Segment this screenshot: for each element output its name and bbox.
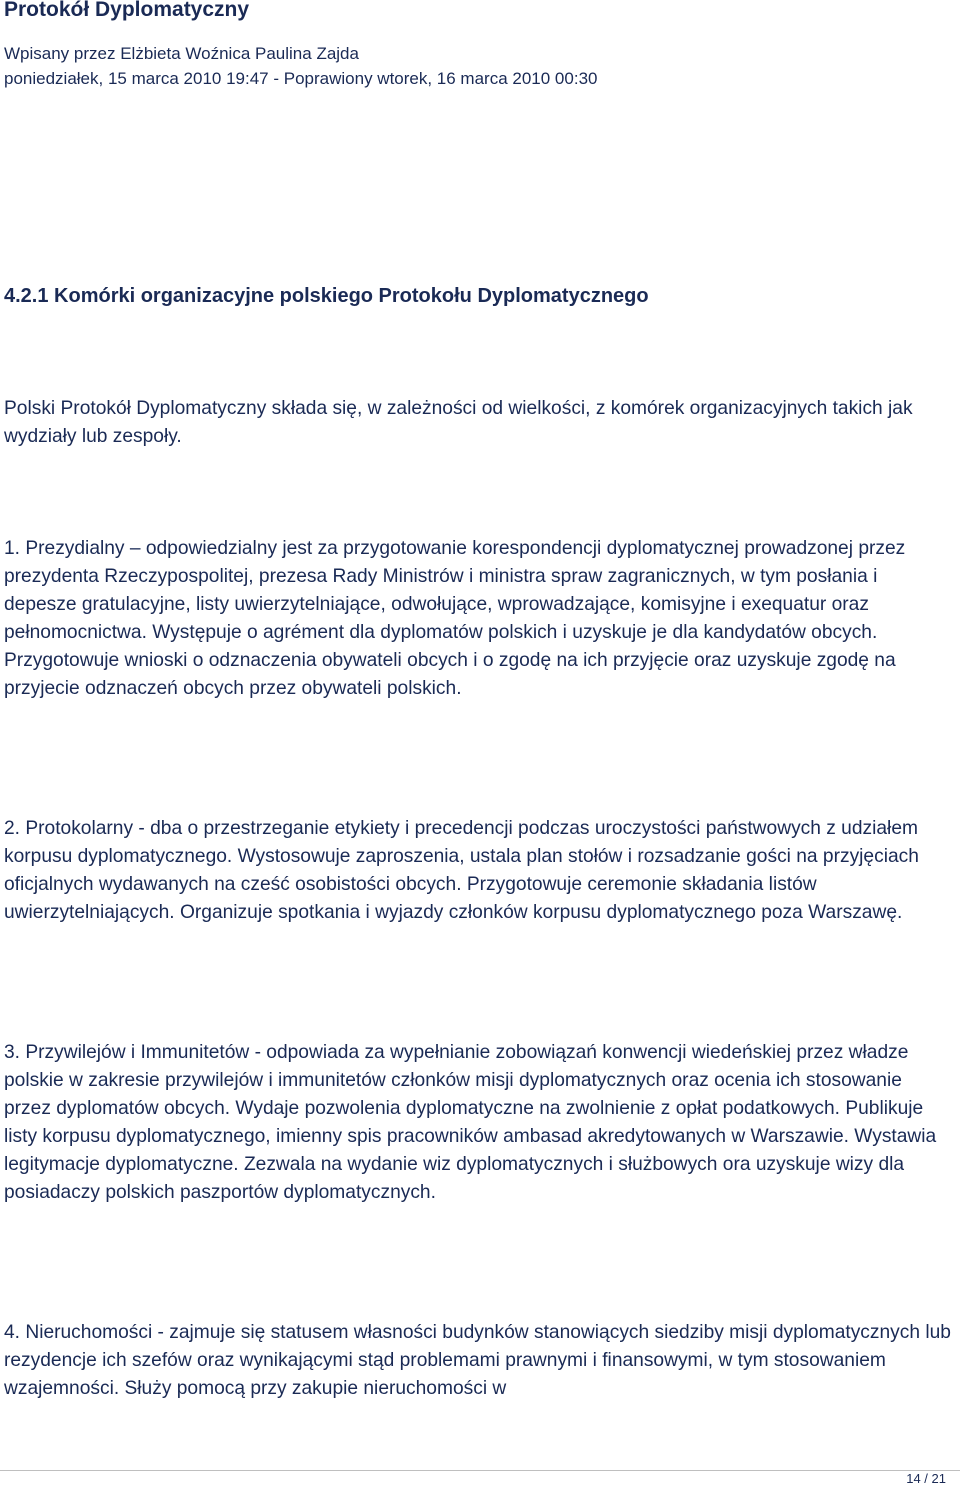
paragraph-prezydialny: 1. Prezydialny – odpowiedzialny jest za przygotowanie korespondencji dyplomatycznej prowadzonej przez prezydenta Rzeczypospolitej, prezesa Rady Ministrów i ministra spraw zagranicznych, w tym posłania i depesze gratulacyjne, listy uwierzytelniające, odwołujące, wprowadzające, komisyjne i exequatur oraz pełnomocnictwa. Występuje o agrément dla dyplomatów polskich i uzyskuje je dla kandydatów obcych. Przygotowuje wnioski o odznaczenia obywateli obcych i o zgodę na ich przyjęcie oraz uzyskuje zgodę na przyjecie odznaczeń obcych przez obywateli polskich. [4, 538, 906, 699]
author-line: Wpisany przez Elżbieta Woźnica Paulina Zajda [4, 44, 359, 63]
date-line: poniedziałek, 15 marca 2010 19:47 - Poprawiony wtorek, 16 marca 2010 00:30 [4, 69, 598, 88]
paragraph-protokolarny: 2. Protokolarny - dba o przestrzeganie etykiety i precedencji podczas uroczystości państwowych z udziałem korpusu dyplomatycznego. Wystosowuje zaproszenia, ustala plan stołów i rozsadzanie gości na przyjęciach oficjalnych wydawanych na cześć osobistości obcych. Przygotowuje ceremonie składania listów uwierzytelniających. Organizuje spotkania i wyjazdy członków korpusu dyplomatycznego poza Warszawę. [4, 818, 919, 923]
footer-divider [0, 1470, 960, 1471]
paragraph-przywilejow: 3. Przywilejów i Immunitetów - odpowiada za wypełnianie zobowiązań konwencji wiedeńskiej przez władze polskie w zakresie przywilejów i immunitetów członków misji dyplomatycznych oraz ocenia ich stosowanie przez dyplomatów obcych. Wydaje pozwolenia dyplomatyczne na zwolnienie z opłat podatkowych. Publikuje listy korpusu dyplomatycznego, imienny spis pracowników ambasad akredytowanych w Warszawie. Wystawia legitymacje dyplomatyczne. Zezwala na wydanie wiz dyplomatycznych i służbowych ora uzyskuje wizy dla posiadaczy polskich paszportów dyplomatycznych. [4, 1042, 937, 1203]
paragraph-nieruchomosci: 4. Nieruchomości - zajmuje się statusem własności budynków stanowiących siedziby misji dyplomatycznych lub rezydencje ich szefów oraz wynikającymi stąd problemami prawnymi i finansowymi, w tym stosowaniem wzajemności. Służy pomocą przy zakupie nieruchomości w [4, 1322, 951, 1399]
document-title: Protokół Dyplomatyczny [4, 0, 250, 21]
page-number: 14 / 21 [906, 1471, 946, 1486]
intro-paragraph: Polski Protokół Dyplomatyczny składa się, w zależności od wielkości, z komórek organizacyjnych takich jak wydziały lub zespoły. [4, 398, 913, 447]
section-heading: 4.2.1 Komórki organizacyjne polskiego Protokołu Dyplomatycznego [4, 285, 649, 307]
